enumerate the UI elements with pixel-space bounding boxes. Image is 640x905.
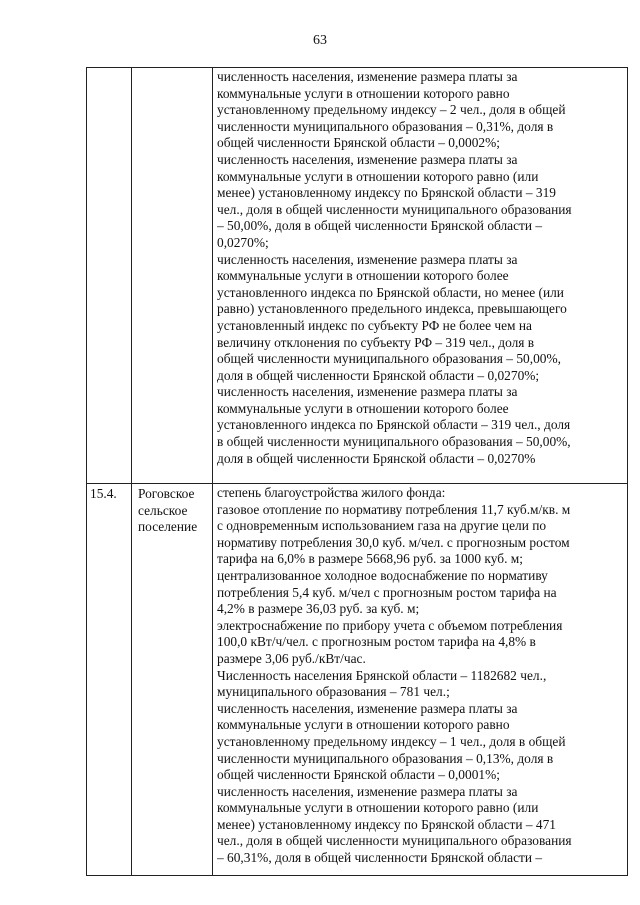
- description-line: чел., доля в общей численности муниципального образования: [217, 201, 572, 217]
- description-line: 4,2% в размере 36,03 руб. за куб. м;: [217, 601, 420, 617]
- description-line: численность населения, изменение размера платы за: [217, 384, 518, 400]
- description-line: централизованное холодное водоснабжение по нормативу: [217, 567, 548, 583]
- description-line: степень благоустройства жилого фонда:: [217, 485, 446, 500]
- municipality-cell: [132, 68, 213, 484]
- description-line: установленный индекс по субъекту РФ не более чем на: [217, 317, 532, 333]
- description-line: коммунальные услуги в отношении которого равно (или: [217, 800, 539, 816]
- description-line: муниципального образования – 781 чел.;: [217, 684, 450, 700]
- municipality-name-line: сельское: [138, 502, 188, 518]
- description-line: коммунальные услуги в отношении которого равно: [217, 717, 510, 733]
- description-line: величину отклонения по субъекту РФ – 319 чел., доля в: [217, 334, 535, 350]
- description-line: коммунальные услуги в отношении которого равно (или: [217, 168, 539, 184]
- description-line: доля в общей численности Брянской области – 0,0270%;: [217, 367, 540, 383]
- description-line: электроснабжение по прибору учета с объемом потребления: [217, 617, 563, 633]
- description-line: менее) установленному индексу по Брянской области – 319: [217, 185, 557, 201]
- municipality-name-line: поселение: [138, 519, 198, 535]
- description-line: численность населения, изменение размера платы за: [217, 69, 518, 84]
- description-line: установленного индекса по Брянской области, но менее (или: [217, 284, 564, 300]
- description-line: потребления 5,4 куб. м/чел с прогнозным ростом тарифа на: [217, 584, 557, 600]
- description-line: – 50,00%, доля в общей численности Брянской области –: [217, 218, 543, 234]
- municipality-cell: [132, 484, 213, 876]
- row-number: [87, 68, 131, 70]
- description-line: размере 3,06 руб./кВт/час.: [217, 650, 366, 666]
- description-line: численность населения, изменение размера платы за: [217, 151, 518, 167]
- description-cell: [213, 68, 628, 484]
- description-line: установленному предельному индексу – 1 чел., доля в общей: [217, 733, 566, 749]
- row-number-cell: [87, 484, 132, 876]
- description-line: численности муниципального образования – 0,13%, доля в: [217, 750, 554, 766]
- description-line: установленного индекса по Брянской области – 319 чел., доля: [217, 417, 571, 433]
- description-line: общей численности муниципального образования – 50,00%,: [217, 351, 561, 367]
- description-line: численность населения, изменение размера платы за: [217, 700, 518, 716]
- description-line: нормативу потребления 30,0 куб. м/чел. с прогнозным ростом: [217, 534, 570, 550]
- description-line: численность населения, изменение размера платы за: [217, 251, 518, 267]
- description-line: Численность населения Брянской области – 1182682 чел.,: [217, 667, 547, 683]
- description-line: тарифа на 6,0% в размере 5668,96 руб. за 1000 куб. м;: [217, 551, 523, 567]
- description-line: численность населения, изменение размера платы за: [217, 783, 518, 799]
- table-row: [87, 484, 628, 876]
- description-line: менее) установленному индексу по Брянской области – 471: [217, 816, 557, 832]
- data-table: [86, 67, 628, 876]
- description-line: установленному предельному индексу – 2 чел., доля в общей: [217, 102, 566, 118]
- description-line: коммунальные услуги в отношении которого более: [217, 268, 509, 284]
- table-row: [87, 68, 628, 484]
- description-line: с одновременным использованием газа на другие цели по: [217, 518, 547, 534]
- description-line: равно) установленного предельного индекса, превышающего: [217, 301, 567, 317]
- description-line: – 60,31%, доля в общей численности Брянской области –: [217, 850, 543, 866]
- description-line: 0,0270%;: [217, 234, 269, 250]
- row-number: 15.4.: [90, 486, 117, 501]
- description-line: коммунальные услуги в отношении которого более: [217, 400, 509, 416]
- description-line: коммунальные услуги в отношении которого равно: [217, 85, 510, 101]
- description-line: 100,0 кВт/ч/чел. с прогнозным ростом тарифа на 4,8% в: [217, 634, 536, 650]
- municipality-name-line: Роговское: [138, 486, 195, 501]
- description-line: в общей численности муниципального образования – 50,00%,: [217, 434, 571, 450]
- description-line: чел., доля в общей численности муниципального образования: [217, 833, 572, 849]
- row-number-cell: [87, 68, 132, 484]
- description-line: численности муниципального образования – 0,31%, доля в: [217, 118, 554, 134]
- page-number: 63: [313, 33, 327, 48]
- description-line: общей численности Брянской области – 0,0002%;: [217, 135, 500, 151]
- description-line: общей численности Брянской области – 0,0001%;: [217, 767, 500, 783]
- description-line: газовое отопление по нормативу потребления 11,7 куб.м/кв. м: [217, 501, 571, 517]
- description-cell: [213, 484, 628, 876]
- description-line: доля в общей численности Брянской области – 0,0270%: [217, 450, 536, 466]
